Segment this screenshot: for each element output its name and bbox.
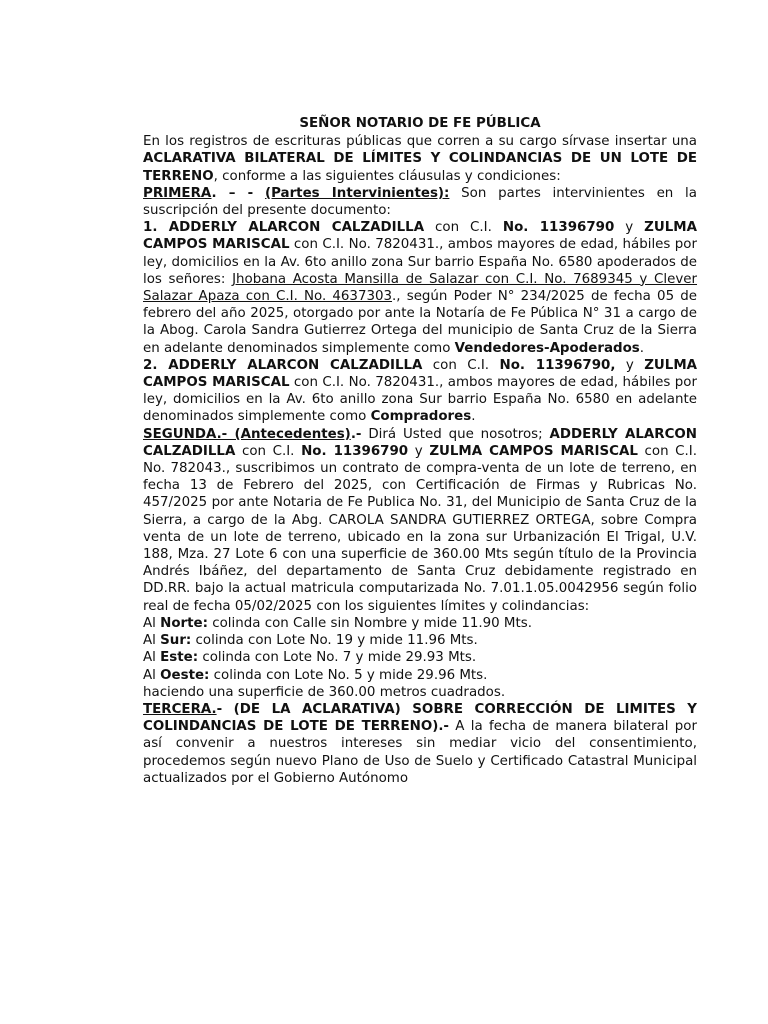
intro-bold-subject: ACLARATIVA BILATERAL DE LÍMITES Y COLINDANCIAS DE UN LOTE DE TERRENO (143, 151, 697, 184)
limit-direction-este: Este: (160, 650, 199, 666)
party-1-text-2: y (614, 220, 645, 236)
party-2-text-4: . (471, 409, 476, 425)
limit-direction-oeste: Oeste: (160, 667, 210, 683)
party-2-name: 2. ADDERLY ALARCON CALZADILLA (143, 357, 423, 373)
party-1-paragraph (143, 219, 697, 357)
intro-paragraph (143, 133, 697, 185)
document-page (143, 115, 697, 787)
intro-text-1: En los registros de escrituras públicas que corren a su cargo sírvase insertar una (143, 134, 697, 150)
party-1-text-3: con C.I. No. 7820431., ambos mayores de edad, hábiles por ley, domicilios en la Av. 6to anillo zona Sur barrio España No. 6580 apoderados de los señores: (143, 237, 698, 287)
limit-text: colinda con Lote No. 5 y mide 29.96 Mts. (209, 667, 488, 683)
tercera-text: A la fecha de manera bilateral por así convenir a nuestros intereses sin mediar vicio del consentimiento, procedemos según nuevo Plano de Uso de Suelo y Certificado Catastral Municipal actualizados por el Gobierno Autónomo (143, 719, 697, 786)
intro-text-2: , conforme a las siguientes cláusulas y condiciones: (213, 168, 561, 184)
segunda-text-1: Dirá Usted que nosotros; (361, 426, 550, 442)
limit-prefix: Al (143, 667, 161, 683)
segunda-text-2: con C.I. (235, 443, 302, 459)
party-2-paragraph (143, 357, 697, 426)
limit-prefix: Al (143, 633, 161, 649)
segunda-text-3: y (408, 443, 430, 459)
segunda-heading: SEGUNDA.- (Antecedentes) (143, 426, 351, 442)
tercera-heading: TERCERA. (143, 701, 217, 717)
segunda-name-1: ADDERLY ALARCON CALZADILLA (143, 426, 698, 459)
limit-prefix: Al (143, 650, 161, 666)
segunda-text-4: con C.I. No. 782043., suscribimos un contrato de compra-venta de un lote de terreno, en fecha 13 de Febrero del 2025, con Certificación de Firmas y Rubricas No. 457/2025 por ante Notaria de Fe Publica No. 31, del Municipio de Santa Cruz de la Sierra, a cargo de la Abg. CAROLA SANDRA GUTIERREZ ORTEGA, sobre Compra venta de un lote de terreno, ubicado en la zona sur Urbanización El Trigal, U.V. 188, Mza. 27 Lote 6 con una superficie de 360.00 Mts según título de la Provincia Andrés Ibáñez, del departamento de Santa Cruz debidamente registrado en DD.RR. bajo la actual matricula computarizada No. 7.01.1.05.0042956 según folio real de fecha 05/02/2025 con los siguientes límites y colindancias: (143, 443, 697, 614)
primera-subheading: (Partes Intervinientes): (264, 185, 450, 201)
party-2-name-2: ZULMA CAMPOS MARISCAL (143, 357, 698, 391)
party-1-name: 1. ADDERLY ALARCON CALZADILLA (143, 220, 425, 236)
party-2-text-3: con C.I. No. 7820431., ambos mayores de edad, hábiles por ley, domicilios en la Av. 6to anillo zona Sur barrio España No. 6580 en adelante denominados simplemente como (143, 375, 698, 425)
segunda-ci: No. 11396790 (301, 443, 409, 459)
clause-primera (143, 185, 697, 219)
limit-text: colinda con Lote No. 7 y mide 29.93 Mts. (198, 650, 477, 666)
primera-text: Son partes intervinientes en la suscripción del presente documento: (143, 185, 697, 219)
party-2-text-1: con C.I. (422, 357, 500, 373)
party-2-text-2: y (615, 357, 645, 373)
party-1-text-5: . (639, 340, 645, 356)
party-1-text-1: con C.I. (424, 220, 503, 236)
clause-tercera (143, 701, 697, 787)
party-1-role: Vendedores-Apoderados (454, 340, 640, 356)
limit-line (143, 632, 697, 649)
primera-dots: . – - (211, 185, 254, 201)
segunda-dash: .- (350, 426, 362, 442)
party-2-ci: No. 11396790, (499, 357, 616, 373)
limit-line (143, 667, 697, 684)
limit-text: colinda con Lote No. 19 y mide 11.96 Mts. (191, 633, 478, 649)
document-title: SEÑOR NOTARIO DE FE PÚBLICA (299, 116, 541, 131)
limit-text: colinda con Calle sin Nombre y mide 11.90 Mts. (208, 615, 532, 631)
surface-line: haciendo una superficie de 360.00 metros cuadrados. (143, 684, 506, 700)
limit-line (143, 615, 697, 632)
clause-segunda (143, 426, 697, 615)
limit-line (143, 649, 697, 666)
limit-direction-sur: Sur: (160, 633, 192, 649)
party-2-role: Compradores (370, 409, 472, 425)
tercera-subheading: - (DE LA ACLARATIVA) SOBRE CORRECCIÓN DE LIMITES Y COLINDANCIAS DE LOTE DE TERRENO).- (143, 701, 697, 735)
limit-prefix: Al (143, 615, 161, 631)
party-1-text-4: ., según Poder N° 234/2025 de fecha 05 de febrero del año 2025, otorgado por ante la Notaría de Fe Pública N° 31 a cargo de la Abog. Carola Sandra Gutierrez Ortega del municipio de Santa Cruz de la Sierra en adelante denominados simplemente como (143, 289, 697, 356)
party-1-name-2: ZULMA CAMPOS MARISCAL (143, 220, 697, 253)
party-1-ci: No. 11396790 (502, 220, 615, 236)
limit-direction-norte: Norte: (160, 615, 208, 631)
party-1-representatives: Jhobana Acosta Mansilla de Salazar con C.I. No. 7689345 y Clever Salazar Apaza con C.I. No. 4637303 (143, 271, 698, 305)
primera-heading: PRIMERA (143, 185, 212, 201)
segunda-name-2: ZULMA CAMPOS MARISCAL (429, 443, 638, 459)
